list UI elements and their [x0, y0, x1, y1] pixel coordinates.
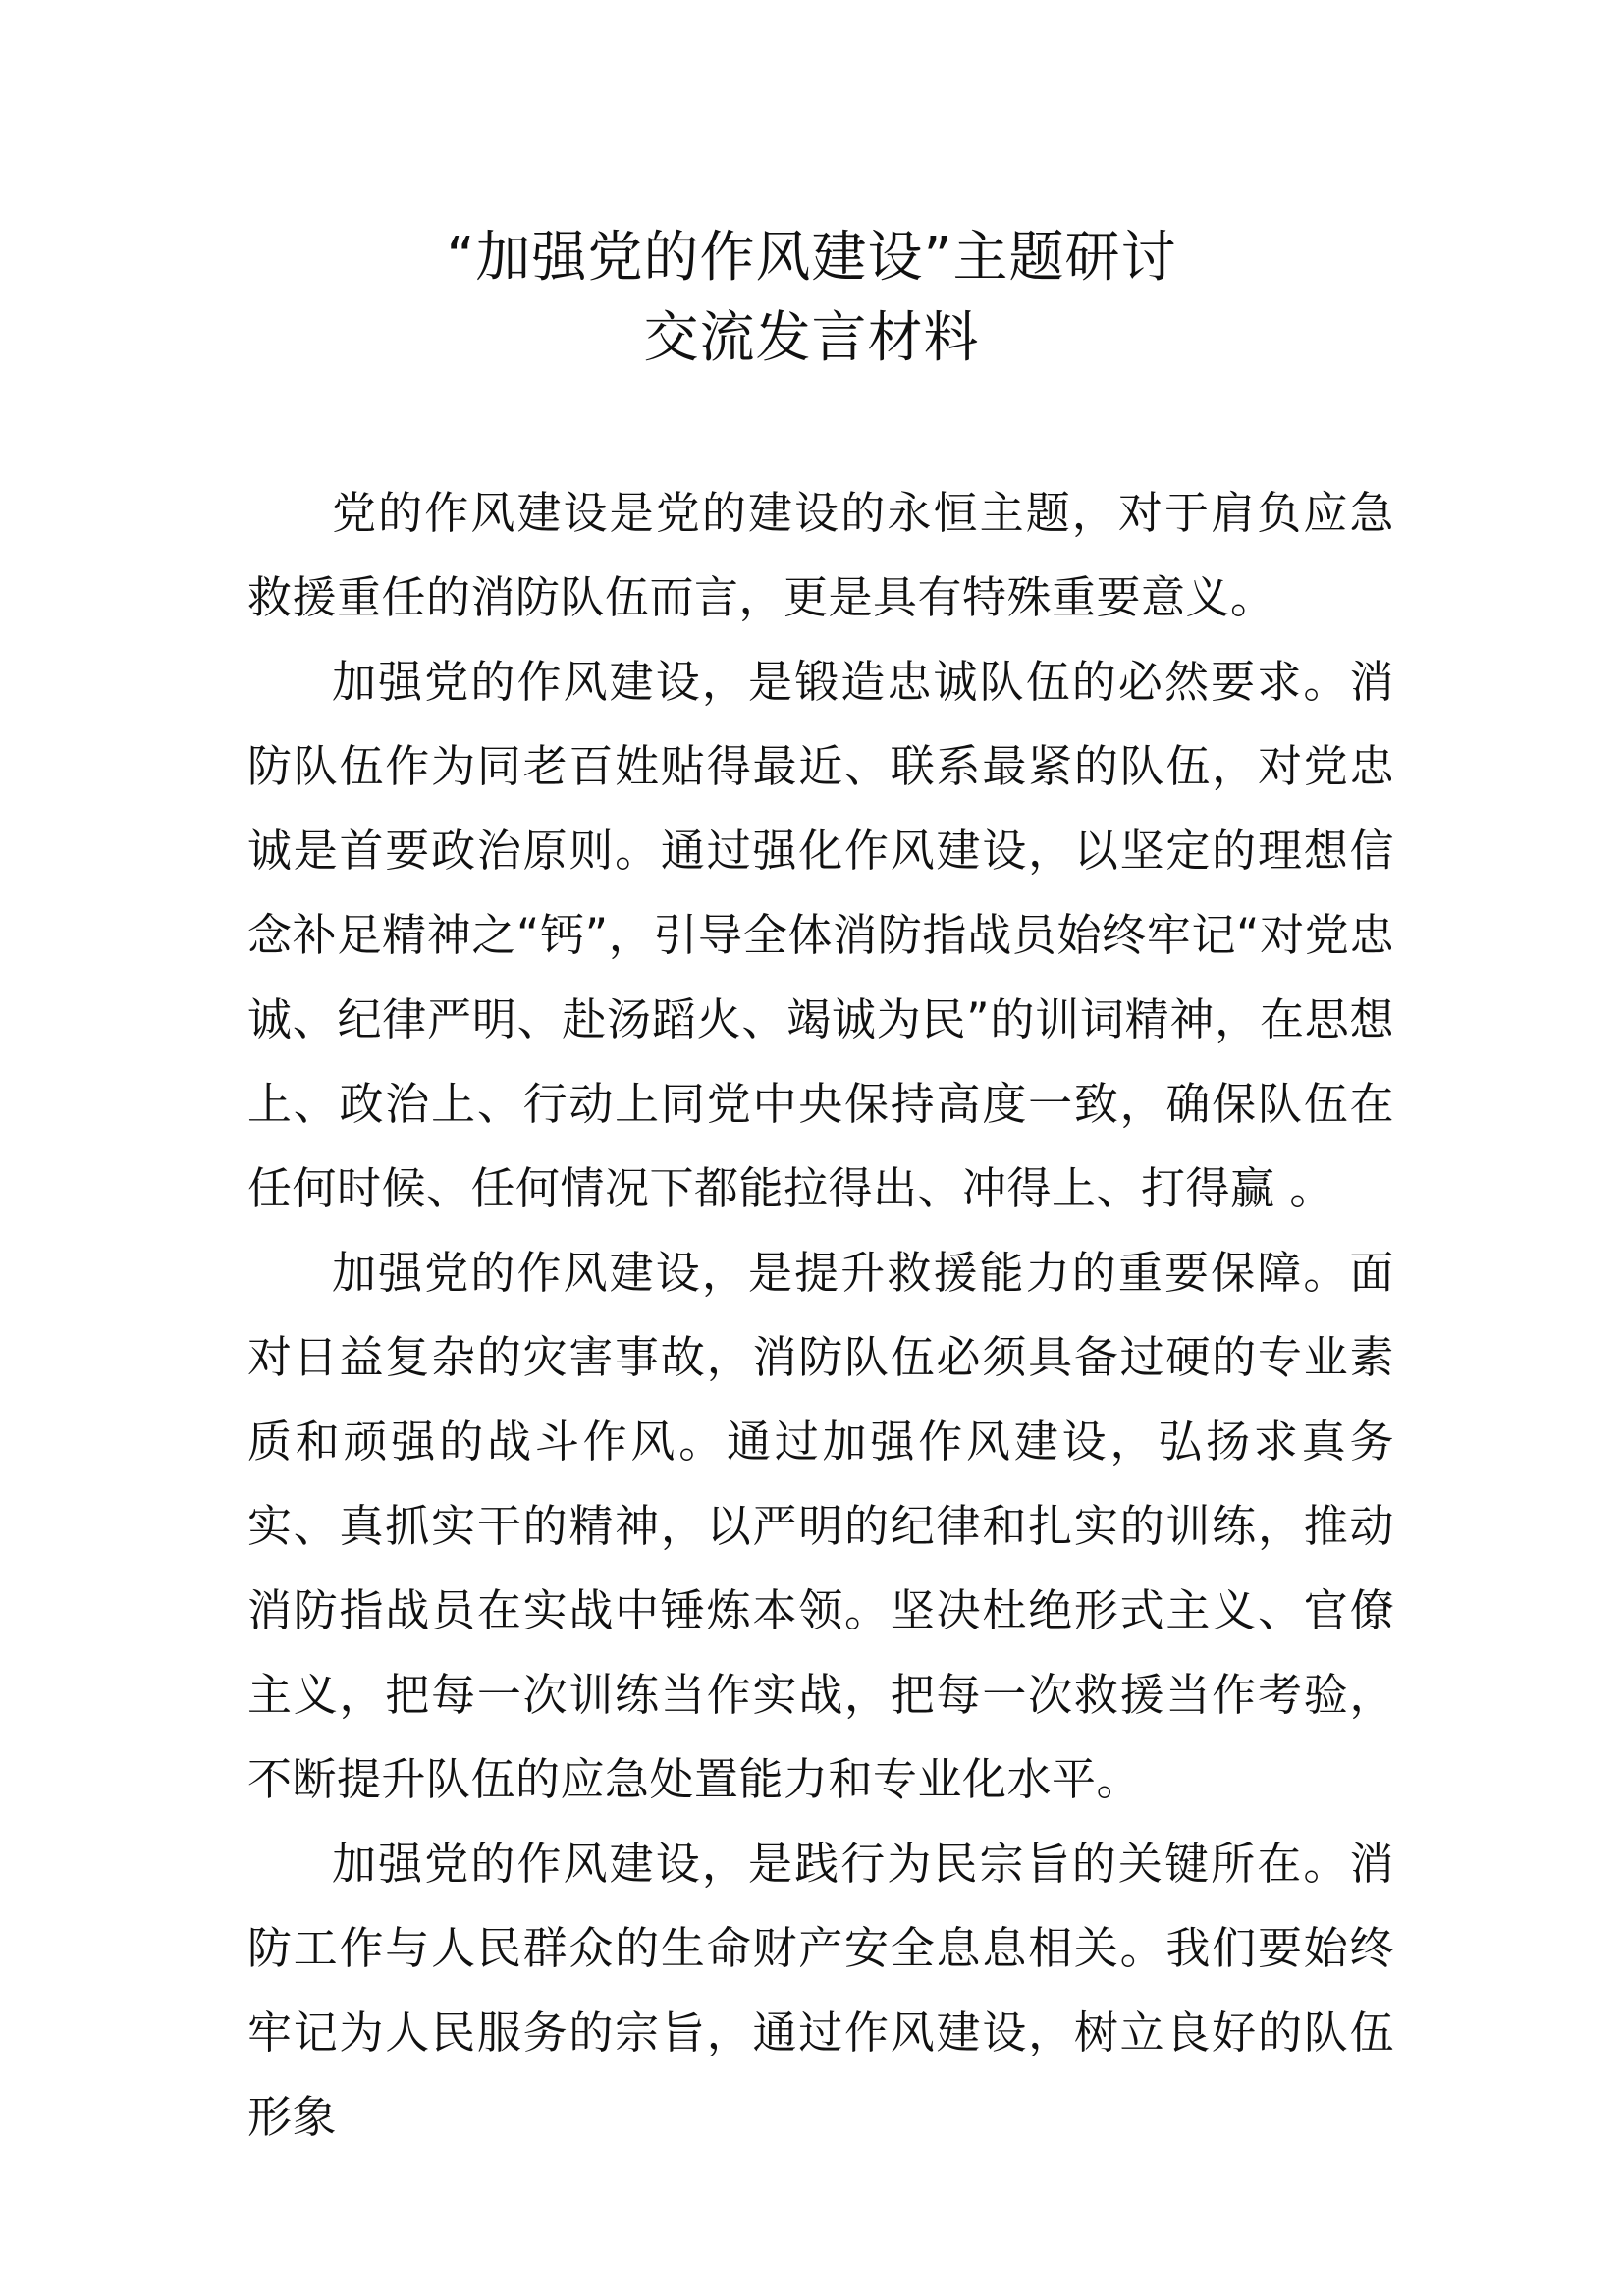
- document-body: [247, 471, 1394, 2160]
- title-line-1: “加强党的作风建设”主题研讨: [446, 226, 1177, 290]
- paragraph-service: 加强党的作风建设，是践行为民宗旨的关键所在。消防工作与人民群众的生命财产安全息息相关。我们要始终牢记为人民服务的宗旨，通过作风建设，树立良好的队伍形象: [247, 1838, 1394, 2143]
- document-title: [0, 218, 1623, 379]
- title-line-2: 交流发言材料: [643, 306, 980, 370]
- paragraph-intro: 党的作风建设是党的建设的永恒主题，对于肩负应急救援重任的消防队伍而言，更是具有特殊重要意义。: [247, 487, 1394, 623]
- paragraph-capability: 加强党的作风建设，是提升救援能力的重要保障。面对日益复杂的灾害事故，消防队伍必须具备过硬的专业素质和顽强的战斗作风。通过加强作风建设，弘扬求真务实、真抓实干的精神，以严明的纪律和扎实的训练，推动消防指战员在实战中锤炼本领。坚决杜绝形式主义、官僚主义，把每一次训练当作实战，把每一次救援当作考验，不断提升队伍的应急处置能力和专业化水平。: [247, 1247, 1394, 1805]
- paragraph-loyalty: 加强党的作风建设，是锻造忠诚队伍的必然要求。消防队伍作为同老百姓贴得最近、联系最紧的队伍，对党忠诚是首要政治原则。通过强化作风建设，以坚定的理想信念补足精神之“钙”，引导全体消防指战员始终牢记“对党忠诚、纪律严明、赴汤蹈火、竭诚为民”的训词精神，在思想上、政治上、行动上同党中央保持高度一致，确保队伍在任何时候、任何情况下都能拉得出、冲得上、打得赢 。: [247, 656, 1394, 1214]
